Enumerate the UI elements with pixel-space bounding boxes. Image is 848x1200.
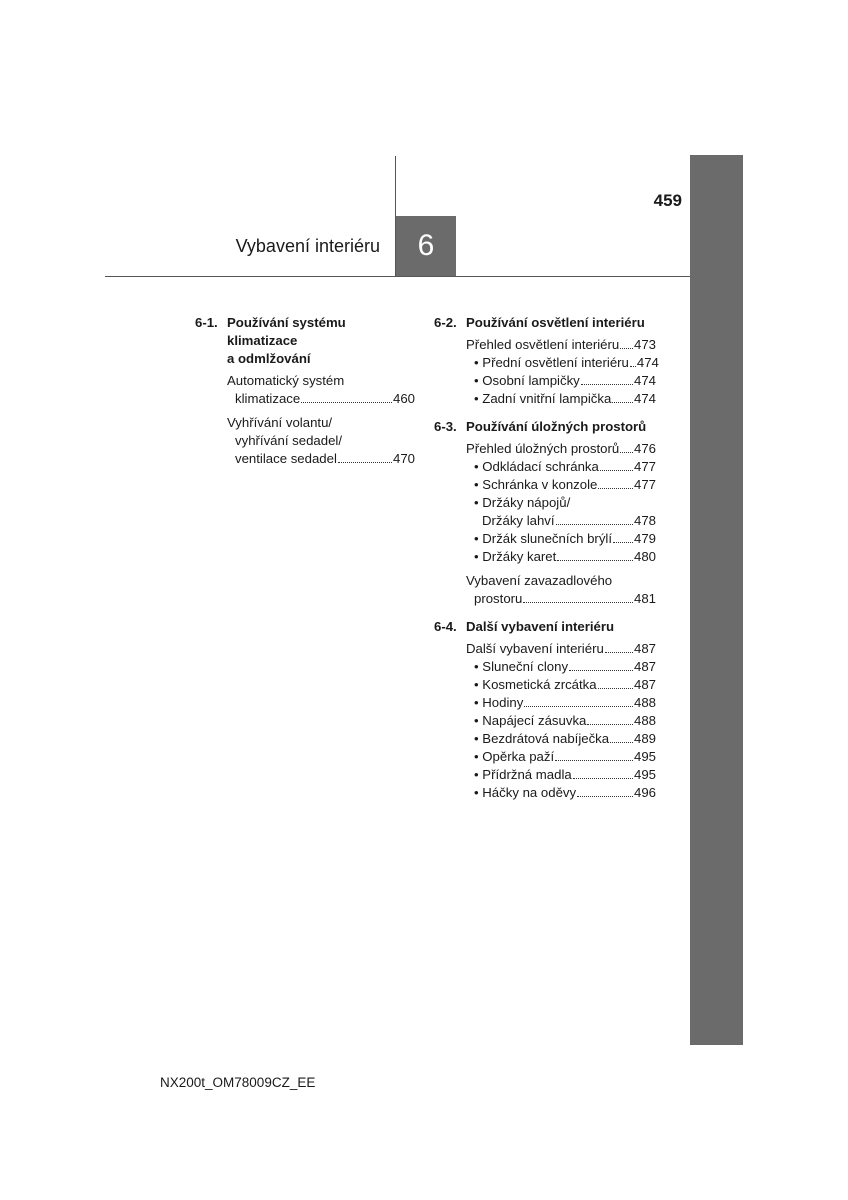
toc-subentry[interactable]	[434, 766, 656, 784]
toc-left-column	[195, 314, 415, 468]
section-title-line: a odmlžování	[227, 351, 311, 366]
entry-label: • Držák slunečních brýlí	[474, 531, 613, 546]
dot-leader	[598, 687, 633, 689]
dot-leader	[555, 759, 633, 761]
toc-subentry[interactable]	[434, 676, 656, 694]
entry-label-line: Automatický systém	[227, 373, 345, 388]
dot-leader	[556, 523, 633, 525]
entry-label-line: Držáky lahví	[482, 513, 555, 528]
toc-entry-klimatizace[interactable]	[195, 372, 415, 408]
entry-label: • Hodiny	[474, 695, 524, 710]
entry-label: • Odkládací schránka	[474, 459, 599, 474]
dot-leader	[605, 651, 633, 653]
entry-page: 495	[633, 767, 656, 782]
entry-label: Přehled osvětlení interiéru	[466, 337, 620, 352]
entry-label: • Schránka v konzole	[474, 477, 598, 492]
entry-label-line: Vyhřívání volantu/	[227, 415, 333, 430]
toc-subentry[interactable]	[434, 712, 656, 730]
entry-page: 460	[392, 391, 415, 406]
section-number: 6-1.	[195, 315, 218, 330]
section-title: Používání úložných prostorů	[466, 419, 647, 434]
header-horizontal-rule	[105, 276, 690, 277]
toc-subentry[interactable]	[434, 354, 659, 372]
dot-leader	[524, 705, 633, 707]
toc-subentry[interactable]	[434, 530, 656, 548]
chapter-title: Vybavení interiéru	[235, 236, 380, 256]
entry-page: 478	[633, 513, 656, 528]
entry-label: • Zadní vnitřní lampička	[474, 391, 612, 406]
dot-leader	[598, 487, 633, 489]
entry-label: • Přídržná madla	[474, 767, 572, 782]
toc-subentry[interactable]	[434, 390, 656, 408]
entry-label: Přehled úložných prostorů	[466, 441, 620, 456]
entry-page: 481	[633, 591, 656, 606]
dot-leader	[613, 541, 633, 543]
dot-leader	[523, 601, 633, 603]
toc-subentry[interactable]	[434, 494, 656, 530]
entry-label: • Opěrka paží	[474, 749, 555, 764]
document-code-footer: NX200t_OM78009CZ_EE	[160, 1075, 316, 1090]
dot-leader	[600, 469, 633, 471]
section-heading-6-2[interactable]	[434, 314, 656, 332]
entry-label: • Kosmetická zrcátka	[474, 677, 597, 692]
dot-leader	[577, 795, 633, 797]
entry-page: 487	[633, 677, 656, 692]
dot-leader	[301, 401, 392, 403]
dot-leader	[620, 451, 633, 453]
entry-label-line: Vybavení zavazadlového	[466, 573, 613, 588]
dot-leader	[620, 347, 633, 349]
entry-page: 496	[633, 785, 656, 800]
entry-page: 477	[633, 459, 656, 474]
toc-entry-vyhrivani[interactable]	[195, 414, 415, 468]
entry-label-line: klimatizace	[235, 391, 301, 406]
chapter-number-box: 6	[396, 216, 456, 276]
section-heading-6-1[interactable]	[195, 314, 415, 368]
dot-leader	[612, 401, 633, 403]
entry-page: 476	[633, 441, 656, 456]
entry-label: • Přední osvětlení interiéru	[474, 355, 629, 370]
dot-leader	[569, 669, 633, 671]
entry-page: 489	[633, 731, 656, 746]
toc-entry[interactable]	[434, 440, 656, 458]
entry-page: 487	[633, 659, 656, 674]
toc-subentry[interactable]	[434, 548, 656, 566]
entry-label: Další vybavení interiéru	[466, 641, 604, 656]
entry-label: • Háčky na oděvy	[474, 785, 577, 800]
entry-page: 488	[633, 713, 656, 728]
entry-page: 487	[633, 641, 656, 656]
toc-subentry[interactable]	[434, 372, 656, 390]
toc-subentry[interactable]	[434, 458, 656, 476]
dot-leader	[557, 559, 633, 561]
section-title-line: Používání systému klimatizace	[227, 315, 346, 348]
toc-right-column	[434, 314, 659, 802]
entry-page: 488	[633, 695, 656, 710]
chapter-side-tab	[690, 155, 743, 1045]
toc-subentry[interactable]	[434, 476, 656, 494]
entry-label: • Osobní lampičky	[474, 373, 580, 388]
toc-entry[interactable]	[434, 572, 656, 608]
dot-leader	[610, 741, 633, 743]
entry-page: 474	[636, 355, 659, 370]
toc-subentry[interactable]	[434, 784, 656, 802]
entry-label: • Sluneční clony	[474, 659, 569, 674]
entry-page: 480	[633, 549, 656, 564]
entry-label: • Napájecí zásuvka	[474, 713, 587, 728]
toc-entry[interactable]	[434, 336, 656, 354]
entry-label: • Držáky karet	[474, 549, 557, 564]
section-heading-6-4[interactable]	[434, 618, 656, 636]
toc-subentry[interactable]	[434, 748, 656, 766]
entry-label-line: • Držáky nápojů/	[474, 495, 571, 510]
entry-page: 470	[392, 451, 415, 466]
entry-page: 474	[633, 391, 656, 406]
section-number: 6-2.	[434, 315, 457, 330]
section-title: Další vybavení interiéru	[466, 619, 615, 634]
dot-leader	[338, 461, 392, 463]
entry-page: 474	[633, 373, 656, 388]
entry-label: • Bezdrátová nabíječka	[474, 731, 610, 746]
entry-page: 495	[633, 749, 656, 764]
entry-label-line: ventilace sedadel	[235, 451, 337, 466]
dot-leader	[581, 383, 633, 385]
page-number: 459	[653, 191, 682, 210]
entry-page: 477	[633, 477, 656, 492]
dot-leader	[587, 723, 633, 725]
entry-label-line: vyhřívání sedadel/	[235, 433, 343, 448]
entry-page: 479	[633, 531, 656, 546]
toc-entry[interactable]	[434, 640, 656, 658]
dot-leader	[630, 365, 636, 367]
section-heading-6-3[interactable]	[434, 418, 656, 436]
toc-subentry[interactable]	[434, 694, 656, 712]
toc-subentry[interactable]	[434, 730, 656, 748]
section-number: 6-3.	[434, 419, 457, 434]
toc-subentry[interactable]	[434, 658, 656, 676]
section-title: Používání osvětlení interiéru	[466, 315, 645, 330]
entry-page: 473	[633, 337, 656, 352]
entry-label-line: prostoru	[474, 591, 523, 606]
dot-leader	[573, 777, 633, 779]
section-number: 6-4.	[434, 619, 457, 634]
